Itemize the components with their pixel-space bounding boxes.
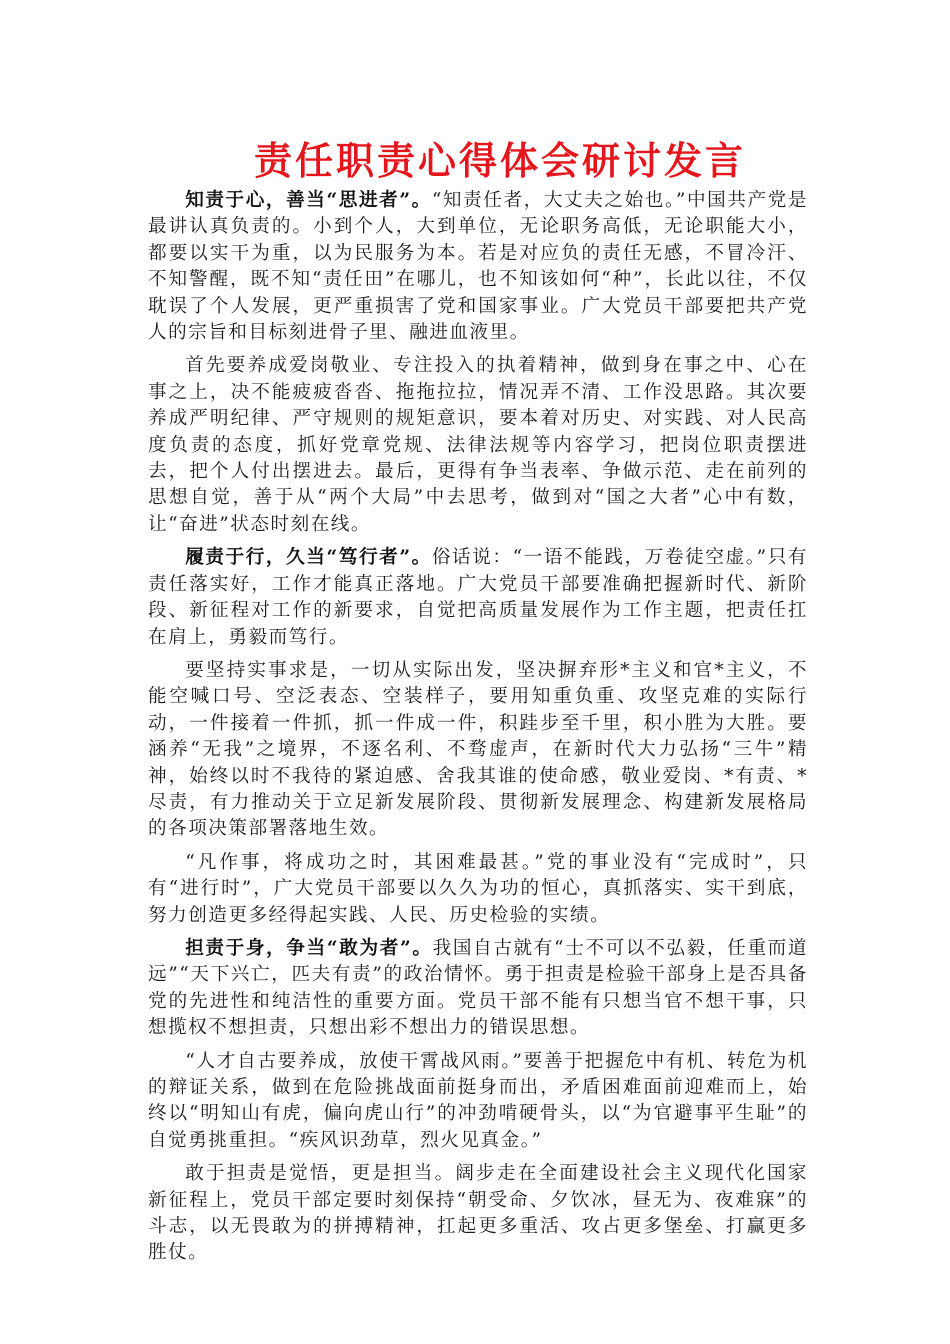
paragraph-3-lead: 履责于行，久当“笃行者”。: [185, 547, 432, 569]
paragraph-5: [148, 850, 808, 929]
paragraph-7-text: “人才自古要养成，放使干霄战风雨。”要善于把握危中有机、转危为机的辩证关系，做到在危险挑战面前挺身而出，矛盾困难面前迎难而上，始终以“明知山有虎，偏向虎山行”的冲劲啃硬骨头，以“为官避事平生耻”的自觉勇挑重担。“疾风识劲草，烈火见真金。”: [148, 1050, 808, 1151]
paragraph-8: [148, 1161, 808, 1267]
paragraph-6-text: 我国自古就有“士不可以不弘毅，任重而道远”“天下兴亡，匹夫有责”的政治情怀。勇于担责是检验干部身上是否具备党的先进性和纯洁性的重要方面。党员干部不能有只想当官不想干事，只想揽权不想担责，只想出彩不想出力的错误思想。: [148, 937, 808, 1039]
paragraph-8-text: 敢于担责是觉悟，更是担当。阔步走在全面建设社会主义现代化国家新征程上，党员干部定要时刻保持“朝受命、夕饮冰，昼无为、夜难寐”的斗志，以无畏敢为的拼搏精神，扛起更多重活、攻占更多堡垒、打赢更多胜仗。: [148, 1163, 808, 1264]
paragraph-1: [148, 188, 808, 346]
paragraph-3: [148, 545, 808, 651]
paragraph-2-text: 首先要养成爱岗敬业、专注投入的执着精神，做到身在事之中、心在事之上，决不能疲疲沓沓、拖拖拉拉，情况弄不清、工作没思路。其次要养成严明纪律、严守规则的规矩意识，要本着对历史、对实践、对人民高度负责的态度，抓好党章党规、法律法规等内容学习，把岗位职责摆进去，把个人付出摆进去。最后，更得有争当表率、争做示范、走在前列的思想自觉，善于从“两个大局”中去思考，做到对“国之大者”心中有数，让“奋进”状态时刻在线。: [148, 355, 808, 535]
document-body: [148, 188, 808, 1274]
paragraph-1-lead: 知责于心，善当“思进者”。: [185, 190, 432, 211]
paragraph-3-text: 俗话说：“一语不能践，万卷徒空虚。”只有责任落实好，工作才能真正落地。广大党员干部要准确把握新时代、新阶段、新征程对工作的新要求，自觉把高质量发展作为工作主题，把责任扛在肩上，勇毅而笃行。: [148, 547, 808, 648]
paragraph-6: [148, 936, 808, 1042]
paragraph-7: [148, 1049, 808, 1155]
document-title: 责任职责心得体会研讨发言: [253, 138, 746, 183]
paragraph-4: [148, 658, 808, 843]
paragraph-5-text: “凡作事，将成功之时，其困难最甚。”党的事业没有“完成时”，只有“进行时”，广大党员干部要以久久为功的恒心，真抓落实、实干到底，努力创造更多经得起实践、人民、历史检验的实绩。: [148, 851, 808, 926]
paragraph-2: [148, 353, 808, 538]
paragraph-1-text: “知责任者，大丈夫之始也。”中国共产党是最讲认真负责的。小到个人，大到单位，无论职务高低，无论职能大小，都要以实干为重，以为民服务为本。若是对应负的责任无感，不冒冷汗、不知警醒，既不知“责任田”在哪儿，也不知该如何“种”，长此以往，不仅耽误了个人发展，更严重损害了党和国家事业。广大党员干部要把共产党人的宗旨和目标刻进骨子里、融进血液里。: [148, 190, 808, 344]
paragraph-6-lead: 担责于身，争当“敢为者”。: [185, 937, 433, 959]
paragraph-4-text: 要坚持实事求是，一切从实际出发，坚决摒弃形*主义和官*主义，不能空喊口号、空泛表态、空装样子，要用知重负重、攻坚克难的实际行动，一件接着一件抓，抓一件成一件，积跬步至千里，积小胜为大胜。要涵养“无我”之境界，不逐名利、不骛虚声，在新时代大力弘扬“三牛”精神，始终以时不我待的紧迫感、舍我其谁的使命感，敬业爱岗、*有责、*尽责，有力推动关于立足新发展阶段、贯彻新发展理念、构建新发展格局的各项决策部署落地生效。: [148, 659, 808, 840]
